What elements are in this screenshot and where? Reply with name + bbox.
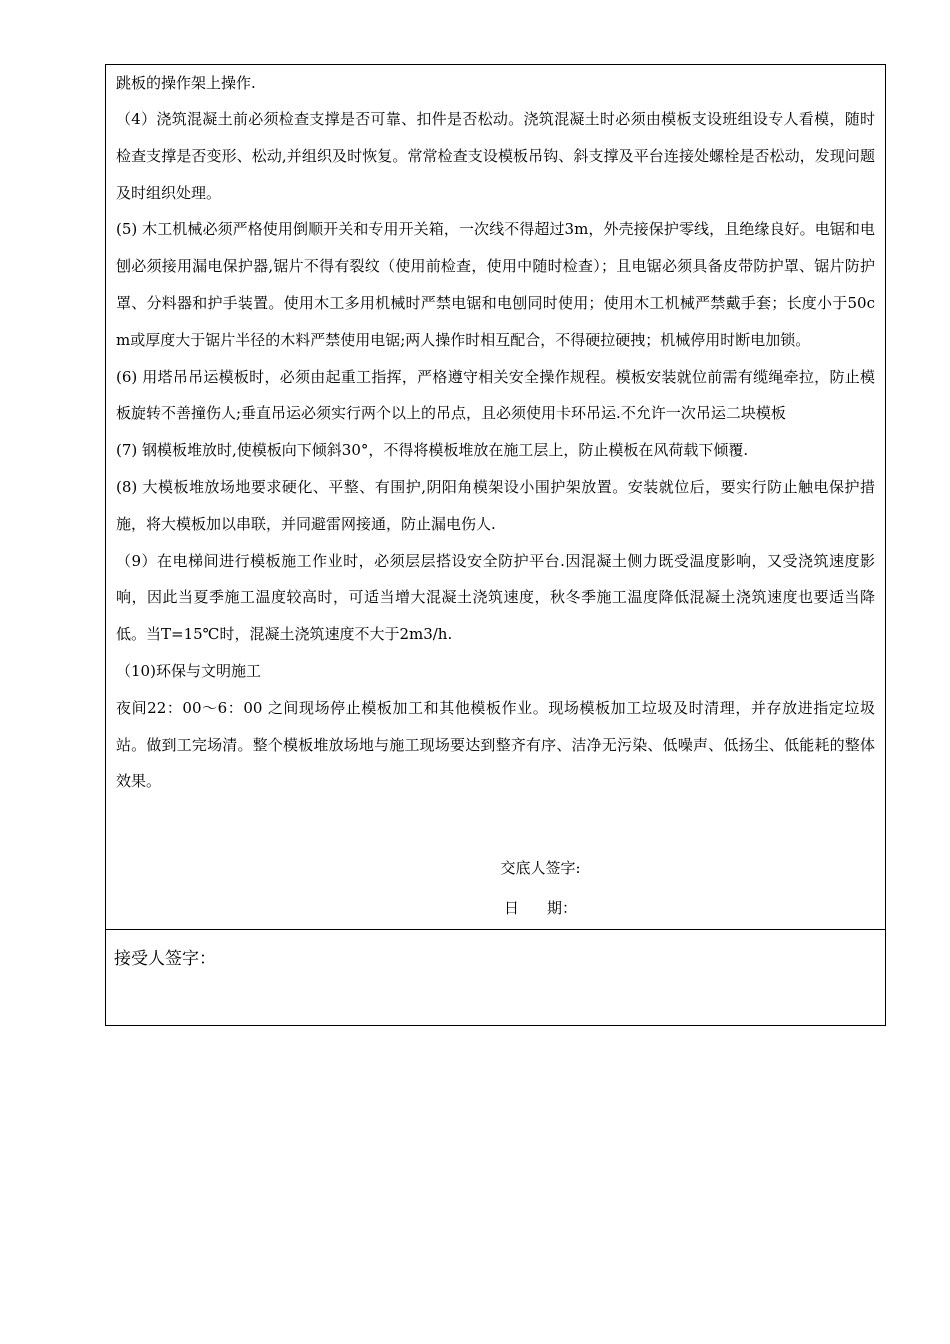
date-label-part-2: 期： xyxy=(547,899,578,917)
paragraph-item-10-body: 夜间22：00～6：00 之间现场停止模板加工和其他模板作业。现场模板加工垃圾及时清理，并存放进指定垃圾站。做到工完场清。整个模板堆放场地与施工现场要达到整齐有序、洁净无污染、低噪声、低扬尘、低能耗的整体效果。 xyxy=(116,698,875,791)
paragraph-item-5: (5) 木工机械必须严格使用倒顺开关和专用开关箱，一次线不得超过3m，外壳接保护零线，且绝缘良好。电锯和电刨必须接用漏电保护器,锯片不得有裂纹（使用前检查，使用中随时检查）；且电锯必须具备皮带防护罩、锯片防护罩、分料器和护手装置。使用木工多用机械时严禁电锯和电刨同时使用；使用木工机械严禁戴手套；长度小于50cm或厚度大于锯片半径的木料严禁使用电锯;两人操作时相互配合，不得硬拉硬拽；机械停用时断电加锁。 xyxy=(116,220,875,349)
date-label xyxy=(106,897,885,918)
giver-signature-label: 交底人签字: xyxy=(500,859,581,877)
content-cell xyxy=(106,65,885,930)
paragraph-item-10-heading: （10)环保与文明施工 xyxy=(116,661,261,680)
paragraph-item-4: （4）浇筑混凝土前必须检查支撑是否可靠、扣件是否松动。浇筑混凝土时必须由模板支设班组设专人看模，随时检查支撑是否变形、松动,并组织及时恢复。常常检查支设模板吊钩、斜支撑及平台连接处螺栓是否松动，发现问题及时组织处理。 xyxy=(116,110,875,202)
paragraph-intro: 跳板的操作架上操作. xyxy=(116,74,256,92)
paragraph-item-6: (6) 用塔吊吊运模板时，必须由起重工指挥，严格遵守相关安全操作规程。模板安装就位前需有缆绳牵拉，防止模板旋转不善撞伤人;垂直吊运必须实行两个以上的吊点，且必须使用卡环吊运.不允许一次吊运二块模板 xyxy=(116,367,875,423)
paragraph-item-9: （9）在电梯间进行模板施工作业时，必须层层搭设安全防护平台.因混凝土侧力既受温度影响，又受浇筑速度影响，因此当夏季施工温度较高时，可适当增大混凝土浇筑速度，秋冬季施工温度降低混凝土浇筑速度也要适当降低。当T=15℃时，混凝土浇筑速度不大于2m3/h. xyxy=(116,551,875,644)
paragraph-item-8: (8) 大模板堆放场地要求硬化、平整、有围护,阴阳角模架设小围护架放置。安装就位后，要实行防止触电保护措施，将大模板加以串联，并同避雷网接通，防止漏电伤人. xyxy=(116,477,875,533)
receiver-signature-label: 接受人签字： xyxy=(114,949,216,969)
date-label-part-1: 日 xyxy=(503,899,519,917)
disclosure-table xyxy=(105,64,886,1026)
paragraph-item-7: (7) 钢模板堆放时,使模板向下倾斜30°，不得将模板堆放在施工层上，防止模板在风荷载下倾覆. xyxy=(116,441,749,460)
receiver-cell xyxy=(106,930,885,1025)
